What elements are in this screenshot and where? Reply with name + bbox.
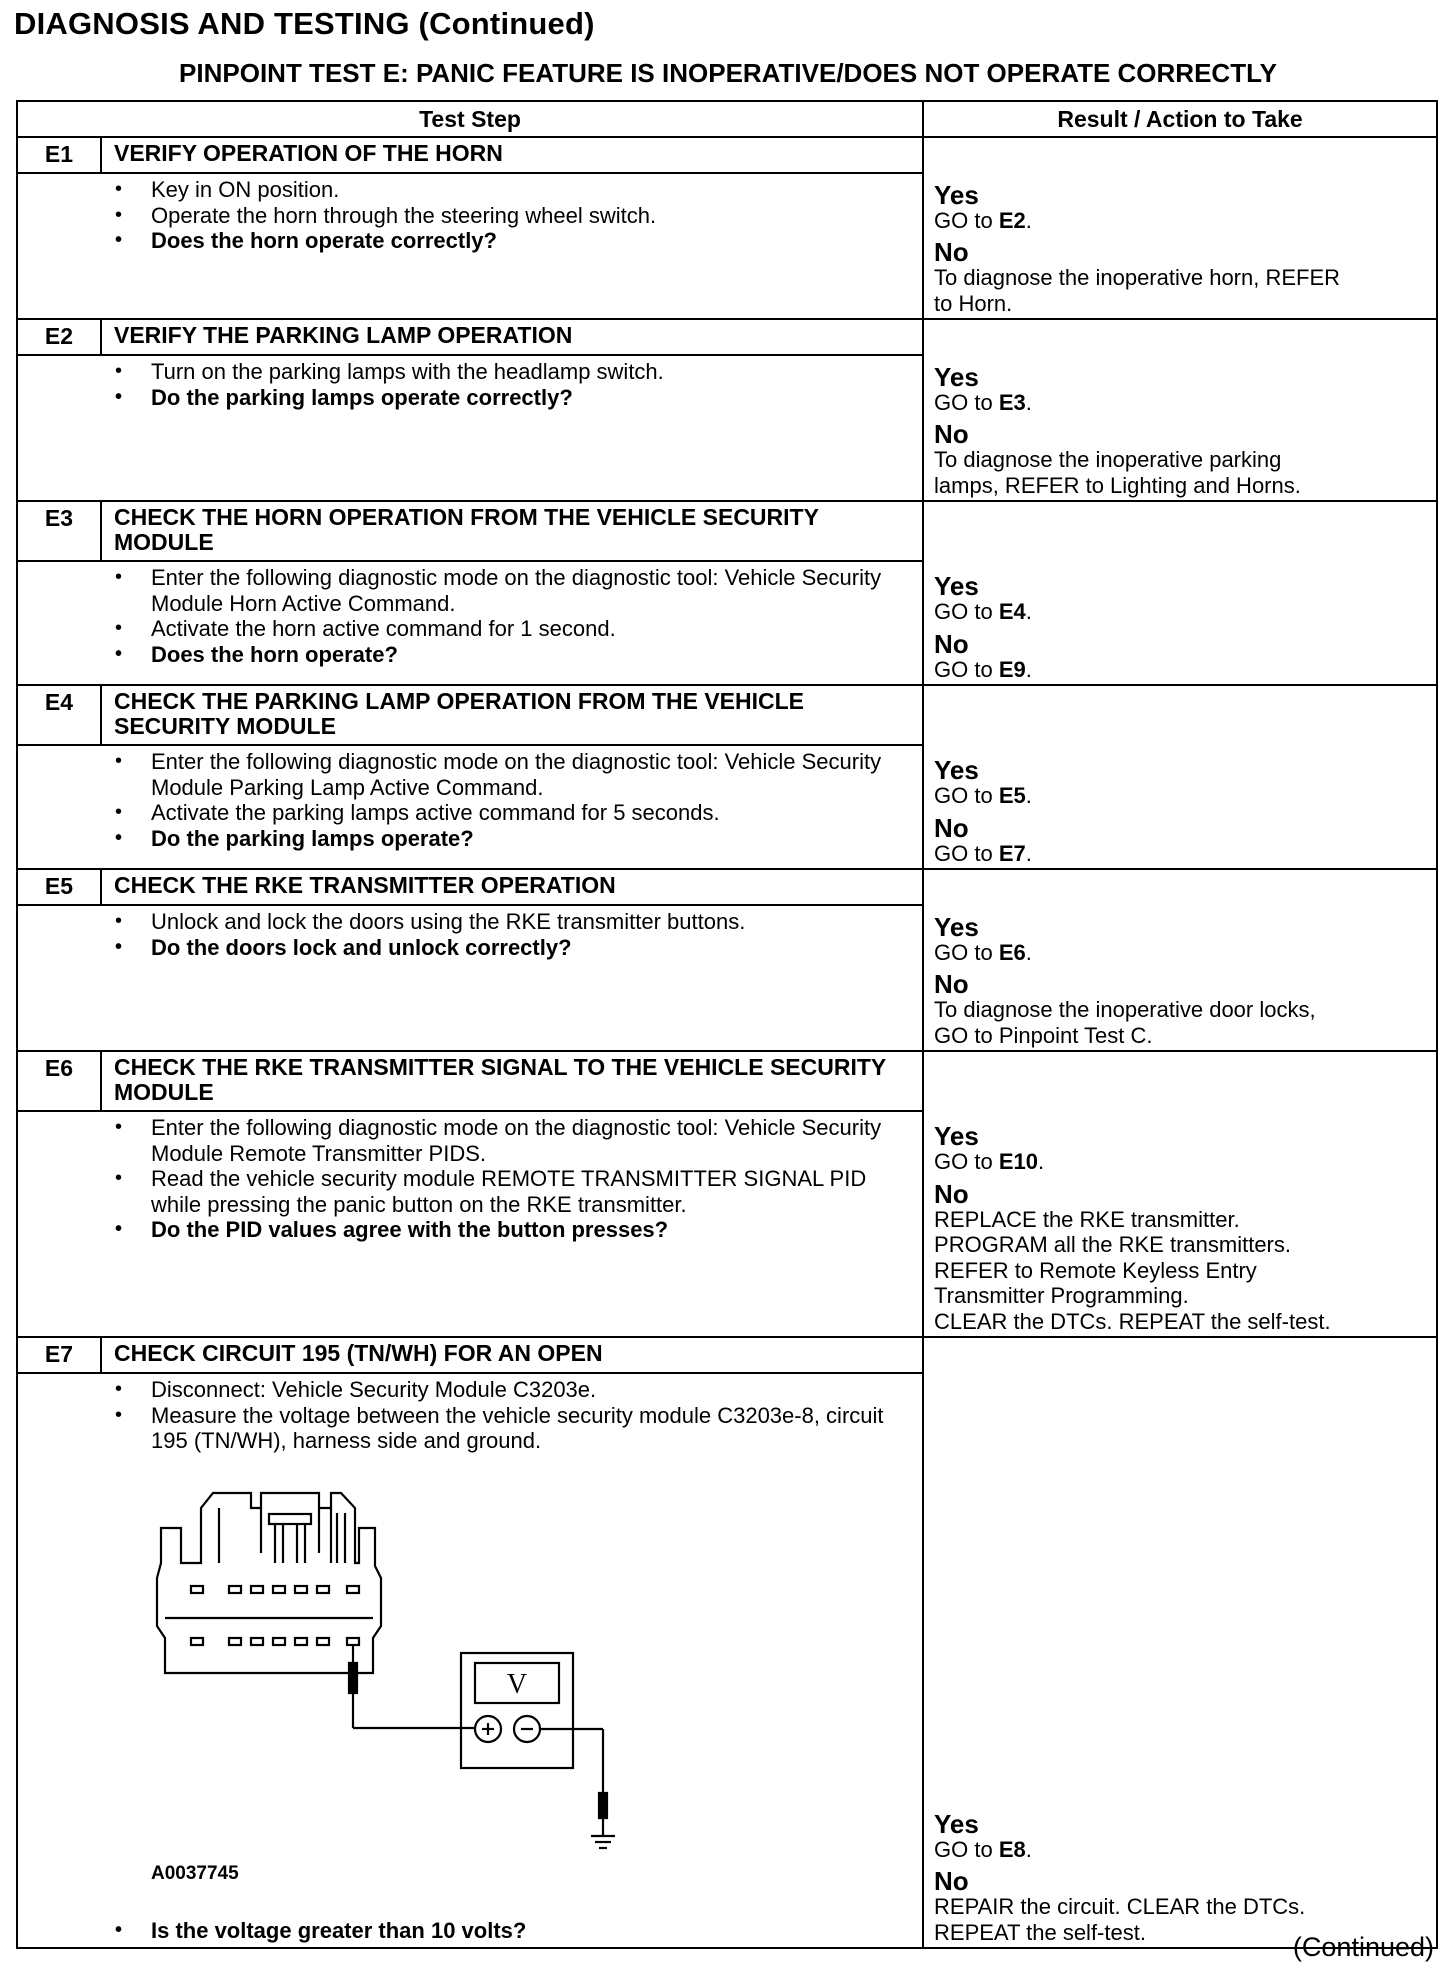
step-title: VERIFY OPERATION OF THE HORN (101, 137, 923, 173)
step-question: • Is the voltage greater than 10 volts? (113, 1918, 912, 1944)
step-title: VERIFY THE PARKING LAMP OPERATION (101, 319, 923, 355)
column-header-result: Result / Action to Take (923, 101, 1437, 137)
no-label: No (934, 419, 969, 449)
step-title: CHECK CIRCUIT 195 (TN/WH) FOR AN OPEN (101, 1337, 923, 1373)
step-id: E2 (17, 319, 101, 355)
yes-label: Yes (934, 179, 979, 210)
step-id: E4 (17, 685, 101, 745)
page-title: DIAGNOSIS AND TESTING (Continued) (14, 6, 595, 41)
step-question: • Do the parking lamps operate? (113, 826, 912, 852)
step-question: • Does the horn operate? (113, 642, 912, 668)
step-item: • Enter the following diagnostic mode on the diagnostic tool: Vehicle Security Module Horn Active Command. (113, 565, 912, 616)
step-id: E6 (17, 1051, 101, 1111)
step-id: E7 (17, 1337, 101, 1373)
step-instructions (101, 905, 923, 1051)
step-instructions (101, 561, 923, 685)
yes-label: Yes (934, 571, 979, 601)
step-title: CHECK THE PARKING LAMP OPERATION FROM THE VEHICLE SECURITY MODULE (101, 685, 923, 745)
test-step-row (17, 319, 1437, 355)
test-step-row (17, 685, 1437, 745)
yes-action: GO to E8. (934, 1836, 1032, 1862)
connector-voltage-diagram (101, 1458, 922, 1918)
step-instructions (101, 745, 923, 869)
no-action: GO to E7. (934, 840, 1032, 866)
yes-action: GO to E2. (934, 207, 1032, 233)
column-header-test-step: Test Step (17, 101, 923, 137)
step-item: • Key in ON position. (113, 177, 912, 203)
step-question: • Do the parking lamps operate correctly? (113, 385, 912, 411)
step-item: • Turn on the parking lamps with the headlamp switch. (113, 359, 912, 385)
step-item: • Unlock and lock the doors using the RKE transmitter buttons. (113, 909, 912, 935)
yes-label: Yes (934, 755, 979, 785)
yes-action: GO to E6. (934, 939, 1032, 965)
continued-note: (Continued) (1292, 1932, 1434, 1962)
step-title: CHECK THE HORN OPERATION FROM THE VEHICLE SECURITY MODULE (101, 501, 923, 561)
result-cell (923, 501, 1437, 685)
yes-label: Yes (934, 361, 979, 392)
test-step-row (17, 1051, 1437, 1111)
step-instructions (101, 173, 923, 319)
no-action: GO to E9. (934, 656, 1032, 682)
no-label: No (934, 812, 969, 843)
test-step-row (17, 869, 1437, 905)
step-item: • Disconnect: Vehicle Security Module C3203e. (113, 1377, 912, 1403)
step-id: E1 (17, 137, 101, 173)
step-instructions (101, 1373, 923, 1948)
step-item: • Read the vehicle security module REMOTE TRANSMITTER SIGNAL PID while pressing the panic button on the RKE transmitter. (113, 1166, 912, 1217)
step-instructions (101, 355, 923, 501)
result-cell (923, 1051, 1437, 1337)
no-label: No (934, 237, 969, 267)
no-label: No (934, 628, 969, 659)
result-cell (923, 137, 1437, 319)
test-step-row (17, 1337, 1437, 1373)
step-item: • Activate the horn active command for 1 second. (113, 616, 912, 642)
no-action: REPAIR the circuit. CLEAR the DTCs. REPEAT the self-test. (934, 1894, 1306, 1945)
yes-action: GO to E5. (934, 783, 1032, 808)
result-cell (923, 869, 1437, 1051)
result-cell (923, 319, 1437, 501)
connector-diagram-svg (141, 1468, 701, 1868)
yes-label: Yes (934, 911, 979, 942)
step-question: • Do the doors lock and unlock correctly? (113, 935, 912, 961)
step-instructions (101, 1111, 923, 1337)
yes-action: GO to E10. (934, 1149, 1045, 1174)
step-item: • Measure the voltage between the vehicle security module C3203e-8, circuit 195 (TN/WH), harness side and ground. (113, 1403, 912, 1454)
pinpoint-test-title: PINPOINT TEST E: PANIC FEATURE IS INOPERATIVE/DOES NOT OPERATE CORRECTLY (179, 58, 1277, 88)
test-step-row (17, 501, 1437, 561)
step-id: E5 (17, 869, 101, 905)
pinpoint-test-table (16, 100, 1438, 1949)
no-action: To diagnose the inoperative horn, REFER to Horn. (934, 265, 1341, 316)
step-id: E3 (17, 501, 101, 561)
step-item: • Operate the horn through the steering wheel switch. (113, 203, 912, 229)
yes-label: Yes (934, 1808, 979, 1839)
voltmeter-symbol: V (506, 1668, 528, 1700)
no-label: No (934, 1866, 969, 1896)
step-question: • Does the horn operate correctly? (113, 228, 912, 254)
result-cell (923, 685, 1437, 869)
step-item: • Activate the parking lamps active command for 5 seconds. (113, 800, 912, 826)
step-item: • Enter the following diagnostic mode on the diagnostic tool: Vehicle Security Module Parking Lamp Active Command. (113, 749, 912, 800)
step-title: CHECK THE RKE TRANSMITTER OPERATION (101, 869, 923, 905)
no-action: To diagnose the inoperative parking lamps, REFER to Lighting and Horns. (934, 447, 1301, 498)
test-step-row (17, 137, 1437, 173)
no-action: To diagnose the inoperative door locks, GO to Pinpoint Test C. (934, 997, 1316, 1048)
no-label: No (934, 969, 969, 999)
step-title: CHECK THE RKE TRANSMITTER SIGNAL TO THE VEHICLE SECURITY MODULE (101, 1051, 923, 1111)
no-label: No (934, 1178, 969, 1209)
yes-label: Yes (934, 1121, 979, 1151)
step-question: • Do the PID values agree with the button presses? (113, 1217, 912, 1243)
result-cell (923, 1337, 1437, 1948)
step-item: • Enter the following diagnostic mode on the diagnostic tool: Vehicle Security Module Remote Transmitter PIDS. (113, 1115, 912, 1166)
yes-action: GO to E3. (934, 389, 1032, 415)
yes-action: GO to E4. (934, 599, 1032, 624)
no-action: REPLACE the RKE transmitter. PROGRAM all the RKE transmitters. REFER to Remote Keyless Entry Transmitter Programming. CLEAR the DTCs. REPEAT the self-test. (934, 1206, 1331, 1334)
figure-label: A0037745 (151, 1862, 239, 1884)
